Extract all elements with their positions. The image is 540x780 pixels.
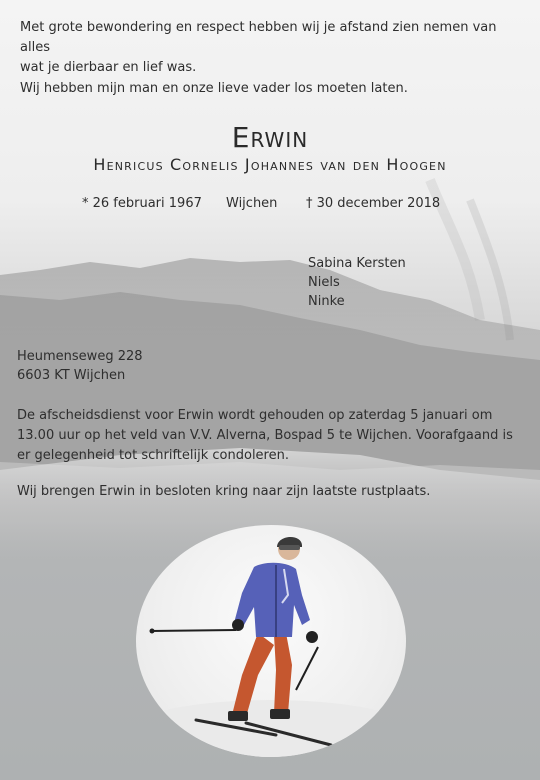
family-member: Sabina Kersten bbox=[308, 256, 406, 271]
family-member: Niels bbox=[308, 275, 340, 290]
service-text: De afscheidsdienst voor Erwin wordt gehouden op zaterdag 5 januari om 13.00 uur op het veld van V.V. Alverna, Bospad 5 te Wijchen. Voorafgaand is er gelegenheid tot schriftelijk condoleren. bbox=[17, 408, 513, 463]
skier-photo bbox=[136, 525, 406, 757]
intro-line-3: Wij hebben mijn man en onze lieve vader los moeten laten. bbox=[20, 81, 408, 96]
family-member: Ninke bbox=[308, 294, 345, 309]
deceased-first-name: Erwin bbox=[231, 121, 309, 154]
closing-text: Wij brengen Erwin in besloten kring naar zijn laatste rustplaats. bbox=[17, 484, 431, 499]
death-date: † 30 december 2018 bbox=[306, 196, 441, 211]
intro-line-2: wat je dierbaar en lief was. bbox=[20, 60, 197, 75]
intro-line-1: Met grote bewondering en respect hebben wij je afstand zien nemen van alles bbox=[20, 20, 497, 55]
place: Wijchen bbox=[226, 196, 278, 211]
address-city: 6603 KT Wijchen bbox=[17, 368, 126, 383]
deceased-full-name: Henricus Cornelis Johannes van den Hoogen bbox=[93, 155, 447, 174]
skier-illustration bbox=[136, 525, 406, 757]
address-street: Heumenseweg 228 bbox=[17, 349, 143, 364]
address bbox=[17, 347, 143, 385]
family-list bbox=[308, 254, 406, 311]
intro-text bbox=[20, 18, 520, 78]
birth-date: * 26 februari 1967 bbox=[82, 196, 202, 211]
